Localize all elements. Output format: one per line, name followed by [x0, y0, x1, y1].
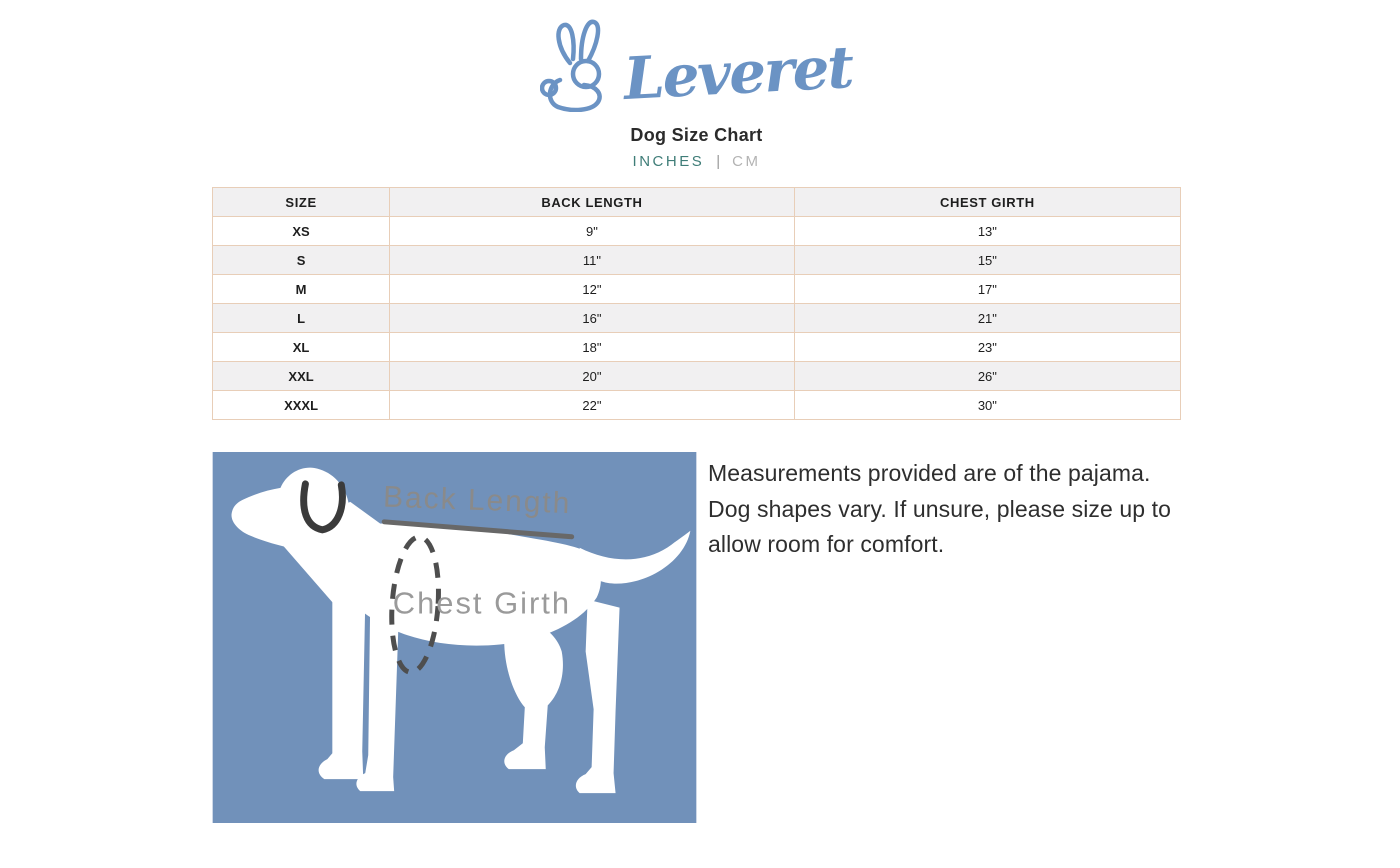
header-size: SIZE [213, 188, 390, 217]
table-row [213, 246, 1181, 275]
table-row [213, 391, 1181, 420]
size-value: S [213, 246, 390, 275]
chest-girth-label: Chest Girth [392, 585, 572, 621]
size-value: XXXL [213, 391, 390, 420]
table-row [213, 333, 1181, 362]
bunny-icon [540, 16, 622, 112]
page [212, 0, 1181, 823]
size-chart-table [212, 187, 1181, 420]
size-value: L [213, 304, 390, 333]
dog-measurement-diagram [212, 452, 697, 823]
unit-toggle [212, 153, 1181, 170]
chest-girth-value: 15" [794, 246, 1180, 275]
size-value: M [213, 275, 390, 304]
back-length-value: 20" [390, 362, 795, 391]
measurement-info-section [212, 452, 1181, 823]
chest-girth-value: 23" [794, 333, 1180, 362]
brand-wordmark: Leveret [622, 33, 855, 113]
chest-girth-value: 13" [794, 217, 1180, 246]
back-length-value: 18" [390, 333, 795, 362]
brand-logo [540, 10, 853, 116]
back-length-value: 12" [390, 275, 795, 304]
table-row [213, 217, 1181, 246]
chest-girth-value: 30" [794, 391, 1180, 420]
back-length-value: 16" [390, 304, 795, 333]
back-length-label: Back Length [382, 480, 572, 521]
back-length-value: 9" [390, 217, 795, 246]
back-length-value: 11" [390, 246, 795, 275]
size-value: XS [213, 217, 390, 246]
unit-option-inches[interactable]: INCHES [632, 153, 705, 170]
chest-girth-value: 17" [794, 275, 1180, 304]
sizing-note: Measurements provided are of the pajama. Dog shapes vary. If unsure, please size up to allow room for comfort. [708, 460, 1172, 557]
table-row [213, 275, 1181, 304]
size-value: XXL [213, 362, 390, 391]
unit-option-cm[interactable]: CM [732, 153, 761, 170]
chest-girth-value: 26" [794, 362, 1180, 391]
page-title: Dog Size Chart [630, 125, 763, 145]
table-header-row [213, 188, 1181, 217]
chest-girth-value: 21" [794, 304, 1180, 333]
unit-separator: | [716, 153, 721, 170]
brand-header [212, 0, 1181, 170]
table-row [213, 362, 1181, 391]
header-chest-girth: CHEST GIRTH [794, 188, 1180, 217]
back-length-value: 22" [390, 391, 795, 420]
size-value: XL [213, 333, 390, 362]
header-back-length: BACK LENGTH [390, 188, 795, 217]
table-row [213, 304, 1181, 333]
dog-diagram-image [212, 452, 697, 823]
